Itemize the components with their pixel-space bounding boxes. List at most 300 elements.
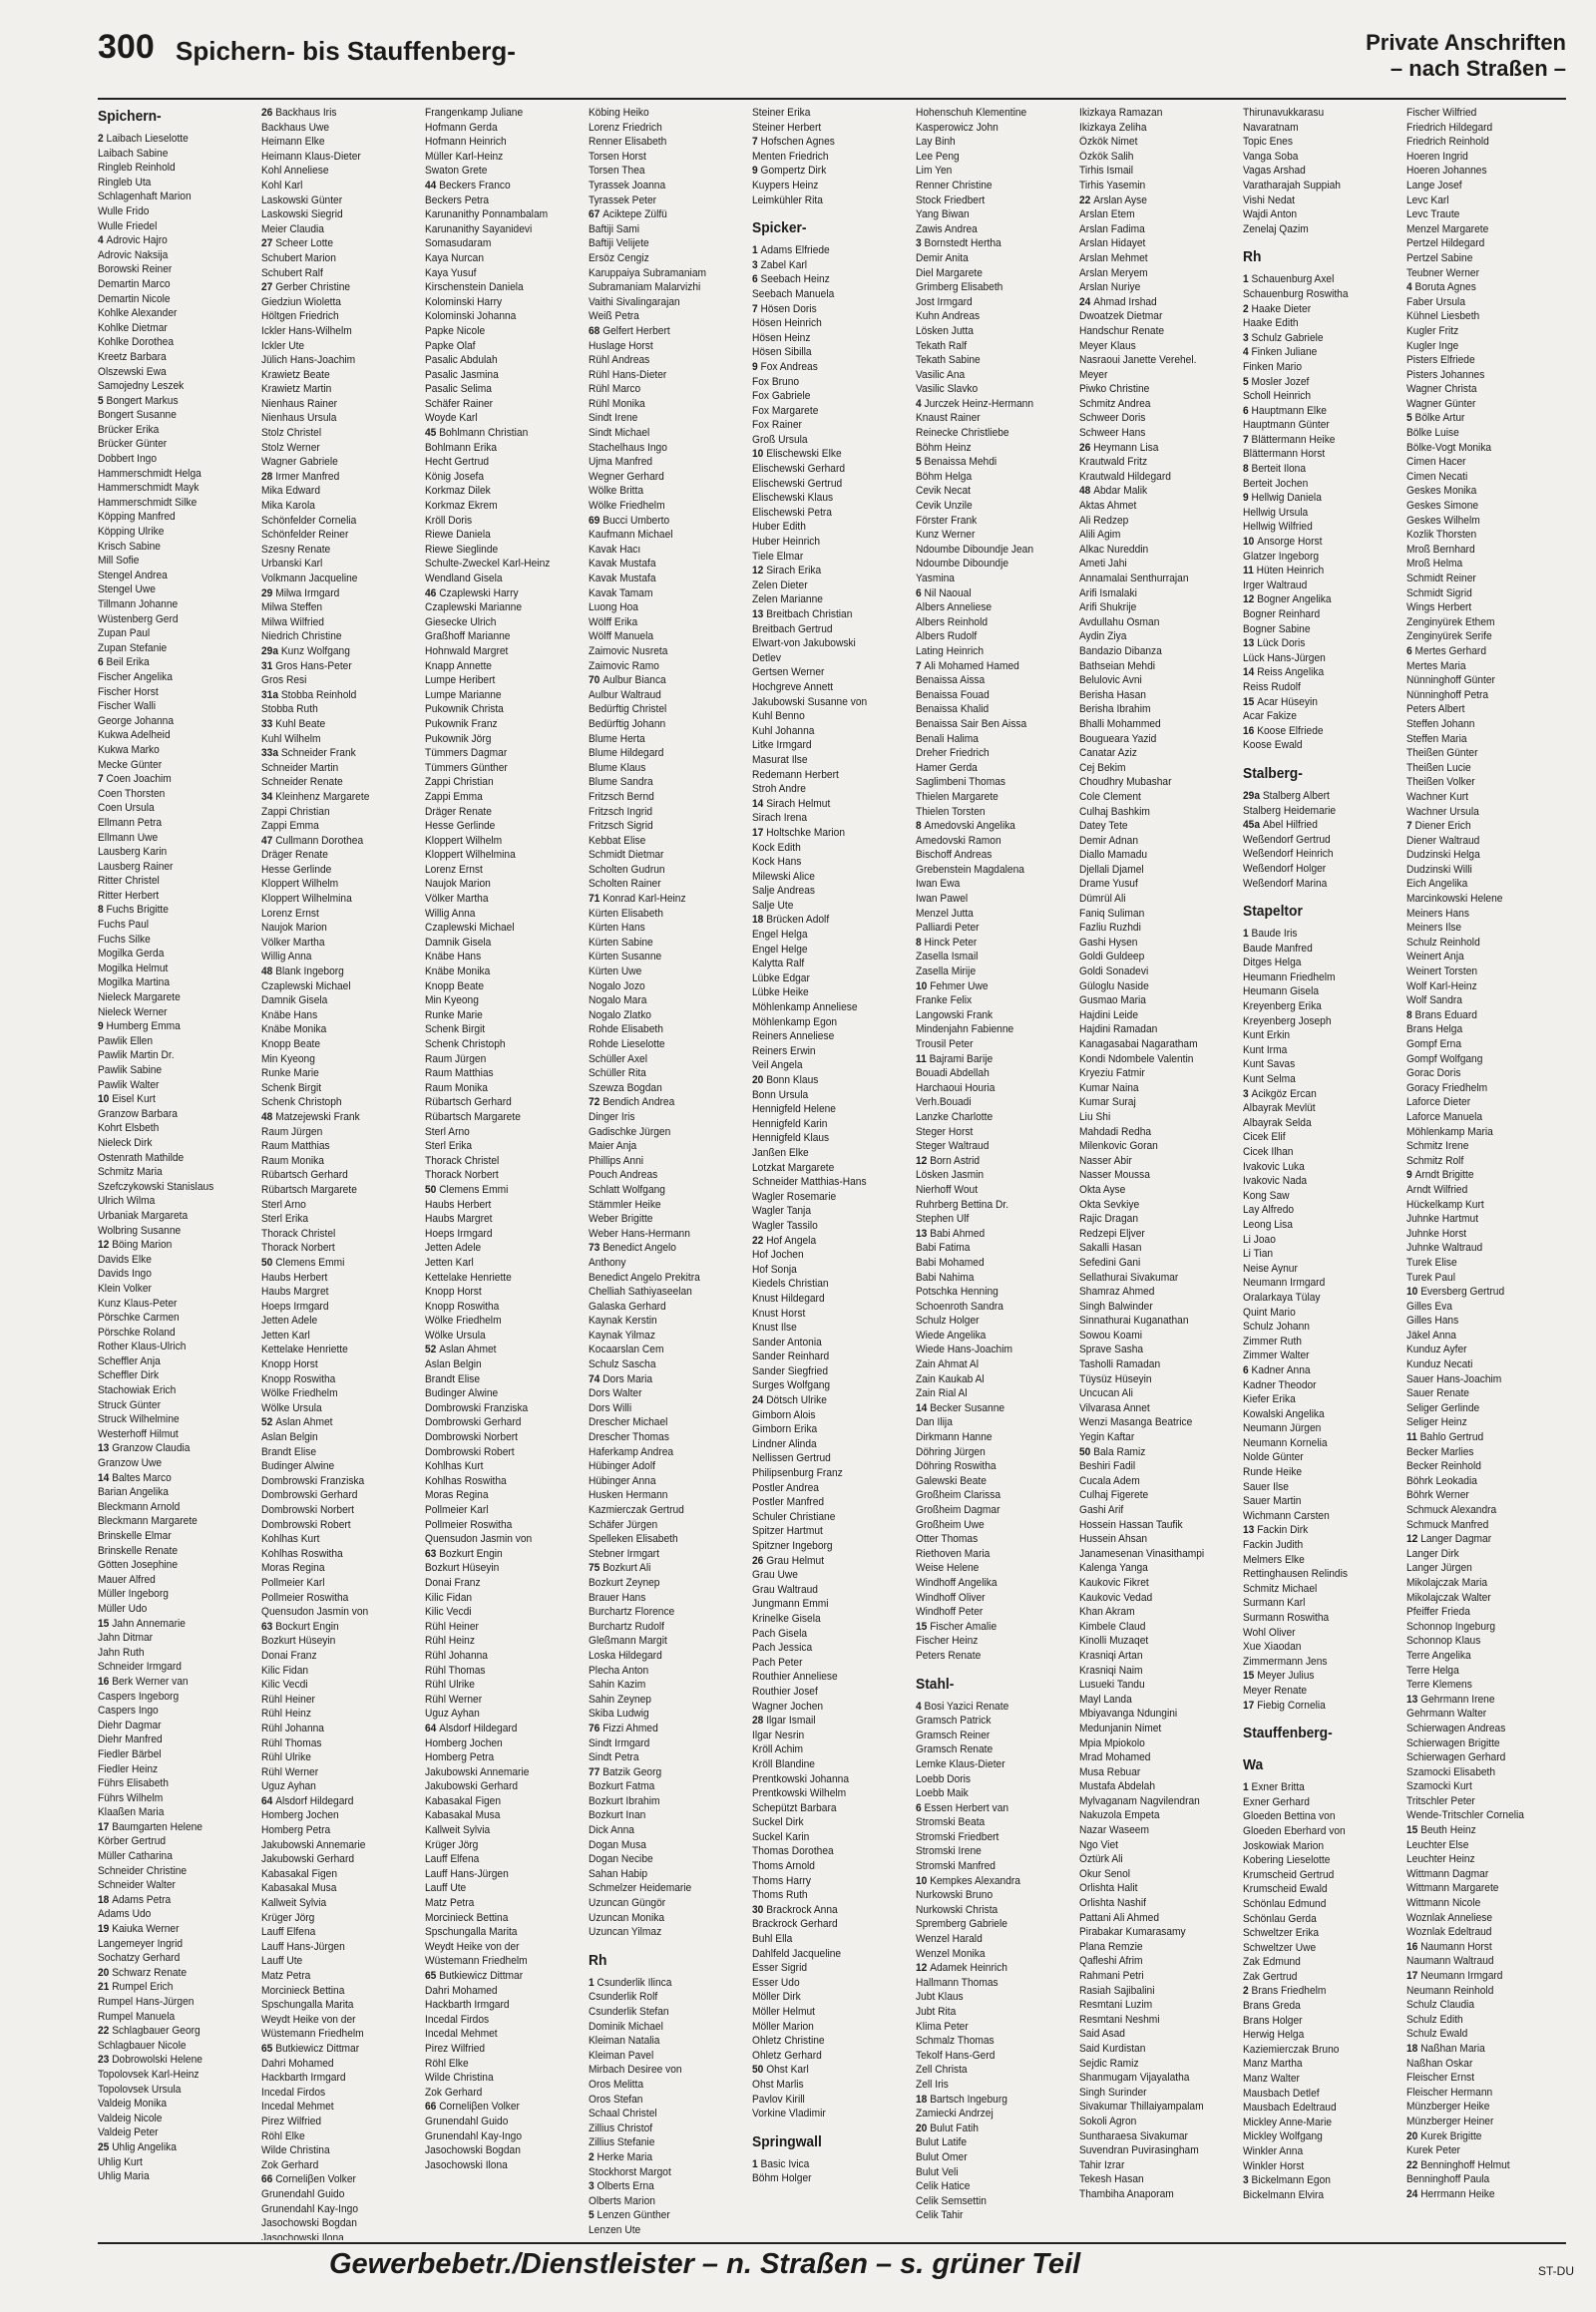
resident-name: Bölke Artur	[1414, 412, 1465, 425]
directory-entry	[425, 1911, 572, 1926]
resident-name: Kloppert Wilhelm	[425, 834, 503, 847]
resident-name: König Josefa	[425, 470, 485, 483]
resident-name: Haubs Herbert	[261, 1271, 328, 1284]
resident-name: Knopp Beate	[261, 1038, 321, 1050]
house-number: 50	[425, 1183, 440, 1196]
directory-entry	[1079, 1954, 1226, 1969]
resident-name: Lating Heinrich	[916, 644, 985, 657]
directory-entry	[261, 600, 408, 615]
directory-entry	[1406, 295, 1553, 310]
directory-entry	[589, 732, 735, 747]
resident-name: Routhier Josef	[752, 1685, 818, 1698]
resident-name: Samojedny Leszek	[98, 380, 185, 393]
resident-name: Pawlik Martin Dr.	[98, 1049, 175, 1062]
resident-name: Kettelake Henriette	[261, 1344, 348, 1356]
directory-entry	[1243, 1436, 1390, 1451]
resident-name: Coen Ursula	[98, 802, 155, 815]
directory-entry	[1406, 411, 1553, 426]
directory-entry	[916, 1561, 1062, 1576]
directory-entry	[1406, 251, 1553, 266]
street-heading: Stahl-	[916, 1675, 955, 1693]
resident-name: Hellwig Daniela	[1251, 492, 1322, 505]
resident-name: Schlagenhaft Marion	[98, 191, 192, 203]
resident-name: Dogan Musa	[589, 1838, 646, 1851]
directory-entry	[261, 1794, 408, 1809]
resident-name: Kobering Lieselotte	[1243, 1854, 1331, 1867]
directory-entry	[1406, 484, 1553, 499]
resident-name: Mausbach Edeltraud	[1243, 2102, 1337, 2115]
directory-entry	[98, 1282, 244, 1297]
house-number: 30	[752, 1903, 767, 1916]
directory-entry	[589, 1518, 735, 1533]
directory-entry	[589, 2150, 735, 2165]
resident-name: Dreher Friedrich	[916, 747, 990, 760]
directory-entry	[589, 1183, 735, 1198]
directory-entry	[916, 499, 1062, 514]
resident-name: Fritzsch Sigrid	[589, 820, 653, 833]
resident-name: Jubt Klaus	[916, 1991, 964, 2004]
resident-name: Kabasakal Figen	[425, 1794, 502, 1807]
directory-entry	[589, 135, 735, 150]
resident-name: Dobbert Ingo	[98, 453, 158, 466]
directory-entry	[1243, 2129, 1390, 2144]
resident-name: Scholten Rainer	[589, 878, 661, 891]
house-number: 5	[98, 394, 107, 407]
directory-entry	[589, 1037, 735, 1052]
directory-entry	[425, 514, 572, 529]
resident-name: Menten Friedrich	[752, 150, 829, 163]
directory-entry	[916, 1620, 1062, 1635]
resident-name: Kohlke Dietmar	[98, 321, 168, 334]
directory-entry	[1243, 331, 1390, 346]
directory-entry	[589, 353, 735, 368]
directory-entry	[916, 2093, 1062, 2108]
directory-entry	[1406, 2100, 1553, 2115]
directory-entry	[1243, 877, 1390, 892]
resident-name: Nieleck Dirk	[98, 1136, 153, 1149]
directory-entry	[261, 1081, 408, 1096]
resident-name: Zasella Mirije	[916, 965, 977, 978]
resident-name: Sander Siegfried	[752, 1364, 829, 1377]
directory-entry	[589, 280, 735, 295]
resident-name: Basic Ivica	[760, 2157, 810, 2170]
resident-name: Resmtani Neshmi	[1079, 2013, 1160, 2026]
directory-entry	[589, 644, 735, 659]
resident-name: Gompertz Dirk	[760, 165, 827, 178]
resident-name: Eich Angelika	[1406, 878, 1468, 891]
resident-name: Hesse Gerlinde	[425, 820, 496, 833]
directory-entry	[425, 1459, 572, 1474]
resident-name: Bahlo Gertrud	[1419, 1431, 1484, 1444]
directory-entry	[589, 2208, 735, 2223]
resident-name: Heumann Gisela	[1243, 985, 1320, 998]
directory-entry	[752, 1757, 899, 1772]
resident-name: Piwko Christine	[1079, 383, 1150, 396]
directory-entry	[1243, 1809, 1390, 1824]
resident-name: Gimborn Alois	[752, 1408, 816, 1421]
resident-name: Kuypers Heinz	[752, 179, 819, 192]
directory-entry	[916, 1634, 1062, 1649]
resident-name: Urbaniak Margareta	[98, 1209, 189, 1222]
resident-name: Böing Marion	[112, 1239, 173, 1252]
resident-name: Pertzel Sabine	[1406, 251, 1473, 264]
directory-entry	[425, 1314, 572, 1329]
directory-entry	[98, 1529, 244, 1544]
directory-entry	[261, 717, 408, 732]
resident-name: Bendich Andrea	[602, 1096, 675, 1109]
directory-entry	[1243, 535, 1390, 550]
directory-entry	[752, 870, 899, 885]
house-number: 31	[261, 659, 276, 672]
directory-entry	[261, 1576, 408, 1591]
directory-entry	[752, 2063, 899, 2078]
directory-entry	[1406, 1925, 1553, 1940]
resident-name: Kumar Suraj	[1079, 1096, 1136, 1109]
resident-name: Exner Gerhard	[1243, 1795, 1310, 1808]
resident-name: Hussein Ahsan	[1079, 1533, 1148, 1546]
directory-entry	[261, 629, 408, 644]
directory-entry	[916, 848, 1062, 863]
resident-name: Geskes Monika	[1406, 485, 1477, 498]
resident-name: Kiefer Erika	[1243, 1393, 1296, 1406]
directory-entry	[752, 433, 899, 448]
directory-entry	[916, 964, 1062, 979]
directory-entry	[1243, 1130, 1390, 1145]
directory-entry	[589, 1271, 735, 1286]
directory-entry	[589, 1386, 735, 1401]
resident-name: Schepützt Barbara	[752, 1801, 837, 1814]
resident-name: Fizzi Ahmed	[602, 1722, 658, 1734]
resident-name: Surges Wolfgang	[752, 1379, 831, 1392]
directory-entry	[425, 1503, 572, 1518]
directory-entry	[1406, 1372, 1553, 1387]
house-number: 2	[589, 2150, 598, 2163]
resident-name: Lauff Hans-Jürgen	[261, 1940, 345, 1953]
resident-name: Kurek Peter	[1406, 2144, 1460, 2157]
directory-entry	[752, 506, 899, 521]
house-number: 15	[1243, 695, 1258, 708]
directory-entry	[261, 397, 408, 412]
directory-entry	[98, 540, 244, 555]
resident-name: Topolovsek Ursula	[98, 2083, 182, 2096]
resident-name: Benaissa Sair Ben Aissa	[916, 717, 1027, 730]
directory-entry	[261, 964, 408, 979]
resident-name: Brans Holger	[1243, 2014, 1303, 2027]
resident-name: Zabel Karl	[760, 258, 808, 271]
directory-entry	[98, 1907, 244, 1922]
directory-entry	[1406, 907, 1553, 922]
directory-entry	[589, 251, 735, 266]
directory-entry	[261, 121, 408, 136]
directory-entry	[425, 936, 572, 951]
resident-name: Loska Hildegard	[589, 1649, 662, 1662]
directory-entry	[1243, 433, 1390, 448]
resident-name: Weber Hans-Hermann	[589, 1227, 690, 1240]
directory-entry	[752, 2093, 899, 2108]
directory-entry	[752, 2078, 899, 2093]
directory-entry	[1079, 135, 1226, 150]
resident-name: Woznlak Anneliese	[1406, 1911, 1493, 1924]
directory-entry	[916, 702, 1062, 717]
resident-name: Lindner Alinda	[752, 1437, 817, 1450]
resident-name: Berisha Ibrahim	[1079, 703, 1151, 716]
directory-entry	[98, 1253, 244, 1268]
resident-name: Reiss Rudolf	[1243, 680, 1301, 693]
directory-entry	[98, 1878, 244, 1893]
house-number: 24	[1079, 295, 1094, 308]
directory-entry	[752, 1102, 899, 1117]
directory-entry	[1406, 1139, 1553, 1154]
resident-name: Uguz Ayhan	[261, 1780, 316, 1793]
resident-name: Babi Mohamed	[916, 1256, 985, 1269]
directory-entry	[1243, 847, 1390, 862]
resident-name: Berisha Hasan	[1079, 688, 1146, 701]
directory-entry	[1079, 673, 1226, 688]
directory-entry	[261, 659, 408, 674]
resident-name: Meyer Julius	[1257, 1670, 1315, 1683]
directory-entry	[261, 1518, 408, 1533]
resident-name: Rühl Heinz	[261, 1708, 311, 1721]
resident-name: Adams Petra	[112, 1893, 172, 1906]
directory-entry	[1079, 2158, 1226, 2173]
resident-name: Zimmer Walter	[1243, 1349, 1310, 1362]
resident-name: Irger Waltraud	[1243, 578, 1308, 591]
house-number: 2	[98, 133, 107, 145]
directory-entry	[98, 262, 244, 277]
directory-entry	[1079, 1139, 1226, 1154]
resident-name: Topolovsek Karl-Heinz	[98, 2068, 200, 2081]
resident-name: Fiedler Heinz	[98, 1762, 159, 1775]
resident-name: Münzberger Heike	[1406, 2101, 1490, 2114]
resident-name: Gleßmann Margit	[589, 1635, 667, 1648]
directory-entry	[752, 738, 899, 753]
resident-name: Beckers Franco	[439, 179, 511, 192]
resident-name: Benaissa Mehdi	[924, 456, 998, 469]
resident-name: Mauer Alfred	[98, 1573, 156, 1586]
directory-entry	[752, 985, 899, 1000]
directory-entry	[589, 1664, 735, 1679]
directory-entry	[425, 1794, 572, 1809]
resident-name: Kohlke Dorothea	[98, 336, 175, 349]
resident-name: Pasalic Jasmina	[425, 368, 499, 381]
directory-entry	[1406, 499, 1553, 514]
directory-entry	[916, 2208, 1062, 2223]
directory-entry	[261, 673, 408, 688]
resident-name: Großheim Clarissa	[916, 1489, 1001, 1502]
directory-entry	[916, 309, 1062, 324]
directory-entry	[1079, 936, 1226, 951]
directory-entry	[1243, 665, 1390, 680]
house-number: 27	[261, 237, 276, 250]
resident-name: Lausberg Rainer	[98, 860, 174, 873]
resident-name: Burchartz Rudolf	[589, 1620, 665, 1633]
resident-name: Stengel Uwe	[98, 583, 156, 596]
resident-name: Schonnop Klaus	[1406, 1635, 1481, 1648]
resident-name: Quensudon Jasmin von	[425, 1533, 533, 1546]
resident-name: Riewe Daniela	[425, 529, 491, 542]
directory-entry	[98, 1602, 244, 1617]
directory-entry	[1079, 1838, 1226, 1853]
resident-name: Prentkowski Wilhelm	[752, 1787, 847, 1800]
resident-name: Rumpel Manuela	[98, 2010, 176, 2023]
resident-name: Bulut Latife	[916, 2136, 968, 2149]
directory-entry	[1079, 1357, 1226, 1372]
directory-entry	[261, 1212, 408, 1227]
resident-name: Hochgreve Annett	[752, 680, 834, 693]
directory-entry	[752, 855, 899, 870]
resident-name: Abel Hilfried	[1262, 819, 1318, 832]
resident-name: Ndoumbe Diboundje	[916, 558, 1009, 571]
resident-name: Leimkühler Rita	[752, 193, 823, 206]
directory-entry	[261, 877, 408, 892]
house-number: 29a	[261, 644, 281, 657]
directory-entry	[916, 266, 1062, 281]
resident-name: Wüstemann Friedhelm	[261, 2028, 364, 2041]
resident-name: Tekesh Hasan	[1079, 2173, 1144, 2186]
resident-name: Coen Joachim	[106, 773, 172, 786]
directory-entry	[589, 1925, 735, 1940]
directory-entry	[916, 921, 1062, 936]
resident-name: Zell Iris	[916, 2078, 949, 2091]
resident-name: Müller Karl-Heinz	[425, 150, 504, 163]
directory-entry	[1406, 1649, 1553, 1664]
directory-entry	[98, 1893, 244, 1908]
resident-name: Jäkel Anna	[1406, 1329, 1456, 1342]
directory-entry	[916, 514, 1062, 529]
resident-name: Grimberg Elisabeth	[916, 281, 1003, 294]
resident-name: Avdullahu Osman	[1079, 615, 1160, 628]
resident-name: Aslan Ahmet	[439, 1344, 497, 1356]
directory-entry	[1079, 1110, 1226, 1125]
directory-entry	[1406, 1503, 1553, 1518]
directory-entry	[1406, 1940, 1553, 1955]
resident-name: Zappi Emma	[425, 790, 483, 803]
resident-name: Jubt Rita	[916, 2006, 957, 2018]
resident-name: Zimmer Ruth	[1243, 1335, 1302, 1348]
directory-entry	[1406, 805, 1553, 820]
resident-name: Höltgen Friedrich	[261, 310, 339, 323]
resident-name: Granzow Uwe	[98, 1457, 163, 1470]
directory-entry	[1079, 775, 1226, 790]
resident-name: Kleiman Pavel	[589, 2049, 654, 2062]
resident-name: Schierwagen Brigitte	[1406, 1736, 1500, 1749]
directory-entry	[589, 1372, 735, 1387]
resident-name: Lauff Ute	[261, 1955, 303, 1968]
directory-entry	[916, 1357, 1062, 1372]
resident-name: Lay Alfredo	[1243, 1204, 1295, 1217]
directory-entry	[1406, 702, 1553, 717]
resident-name: Arslan Etem	[1079, 208, 1135, 221]
directory-entry	[1243, 1378, 1390, 1393]
resident-name: Stroh Andre	[752, 783, 806, 796]
directory-entry	[425, 964, 572, 979]
resident-name: Faber Ursula	[1406, 295, 1465, 308]
directory-entry	[1243, 1567, 1390, 1582]
directory-entry	[1243, 316, 1390, 331]
directory-entry	[752, 782, 899, 797]
directory-entry	[1406, 1664, 1553, 1679]
resident-name: Thirunavukkarasu	[1243, 107, 1325, 119]
resident-name: Döhring Roswitha	[916, 1460, 997, 1473]
directory-entry	[1079, 266, 1226, 281]
directory-entry	[916, 805, 1062, 820]
resident-name: Nünninghoff Petra	[1406, 688, 1489, 701]
directory-entry	[425, 426, 572, 441]
resident-name: Kadner Theodor	[1243, 1378, 1317, 1391]
directory-entry	[98, 1063, 244, 1078]
house-number: 70	[589, 674, 603, 687]
resident-name: Korkmaz Ekrem	[425, 500, 498, 513]
directory-entry	[1243, 1984, 1390, 1999]
directory-entry	[916, 819, 1062, 834]
resident-name: Kaynak Yilmaz	[589, 1329, 655, 1342]
directory-entry	[1406, 1634, 1553, 1649]
directory-entry	[589, 514, 735, 529]
directory-entry	[916, 1990, 1062, 2005]
directory-entry	[98, 248, 244, 263]
directory-entry	[1406, 819, 1553, 834]
directory-entry	[752, 1539, 899, 1554]
directory-entry	[752, 1859, 899, 1874]
house-number: 21	[98, 1981, 113, 1994]
directory-entry	[98, 1951, 244, 1966]
directory-entry	[1243, 447, 1390, 462]
house-number: 11	[1406, 1431, 1420, 1444]
house-number: 6	[1243, 1363, 1252, 1376]
directory-entry	[752, 665, 899, 680]
resident-name: Spelleken Elisabeth	[589, 1533, 678, 1546]
resident-name: Hoeps Irmgard	[261, 1300, 329, 1313]
resident-name: Schönlau Gerda	[1243, 1912, 1317, 1925]
directory-entry	[1079, 644, 1226, 659]
resident-name: Zain Rial Al	[916, 1387, 968, 1400]
directory-entry	[1406, 964, 1553, 979]
resident-name: Lösken Jasmin	[916, 1169, 985, 1182]
directory-entry	[261, 207, 408, 222]
resident-name: Fischer Angelika	[98, 670, 173, 683]
resident-name: Uzuncan Monika	[589, 1911, 665, 1924]
directory-entry	[261, 1474, 408, 1489]
directory-entry	[98, 132, 244, 147]
directory-entry	[589, 1430, 735, 1445]
directory-entry	[752, 622, 899, 637]
resident-name: Schmitz Irene	[1406, 1140, 1469, 1153]
resident-name: Winkler Anna	[1243, 2145, 1304, 2157]
resident-name: Grau Uwe	[752, 1569, 798, 1582]
directory-entry	[425, 222, 572, 237]
resident-name: Lemke Klaus-Dieter	[916, 1757, 1005, 1770]
directory-entry	[425, 543, 572, 558]
directory-entry	[589, 1329, 735, 1344]
resident-name: Brauer Hans	[589, 1591, 646, 1604]
resident-name: Elischewski Petra	[752, 506, 832, 519]
resident-name: Datey Tete	[1079, 820, 1128, 833]
directory-entry	[589, 629, 735, 644]
resident-name: Donai Franz	[425, 1576, 481, 1589]
resident-name: Donai Franz	[261, 1649, 317, 1662]
resident-name: Caspers Ingeborg	[98, 1690, 180, 1703]
directory-entry	[1243, 1349, 1390, 1363]
resident-name: Röhl Elke	[425, 2057, 469, 2070]
resident-name: Pirez Wilfried	[425, 2042, 486, 2055]
resident-name: Arslan Ayse	[1093, 193, 1147, 206]
resident-name: Diener Waltraud	[1406, 834, 1480, 847]
resident-name: Kuhl Beate	[275, 717, 326, 730]
resident-name: Cucala Adem	[1079, 1474, 1140, 1487]
resident-name: Fischer Walli	[98, 700, 157, 713]
directory-entry	[752, 1378, 899, 1393]
house-number: 72	[589, 1096, 603, 1109]
